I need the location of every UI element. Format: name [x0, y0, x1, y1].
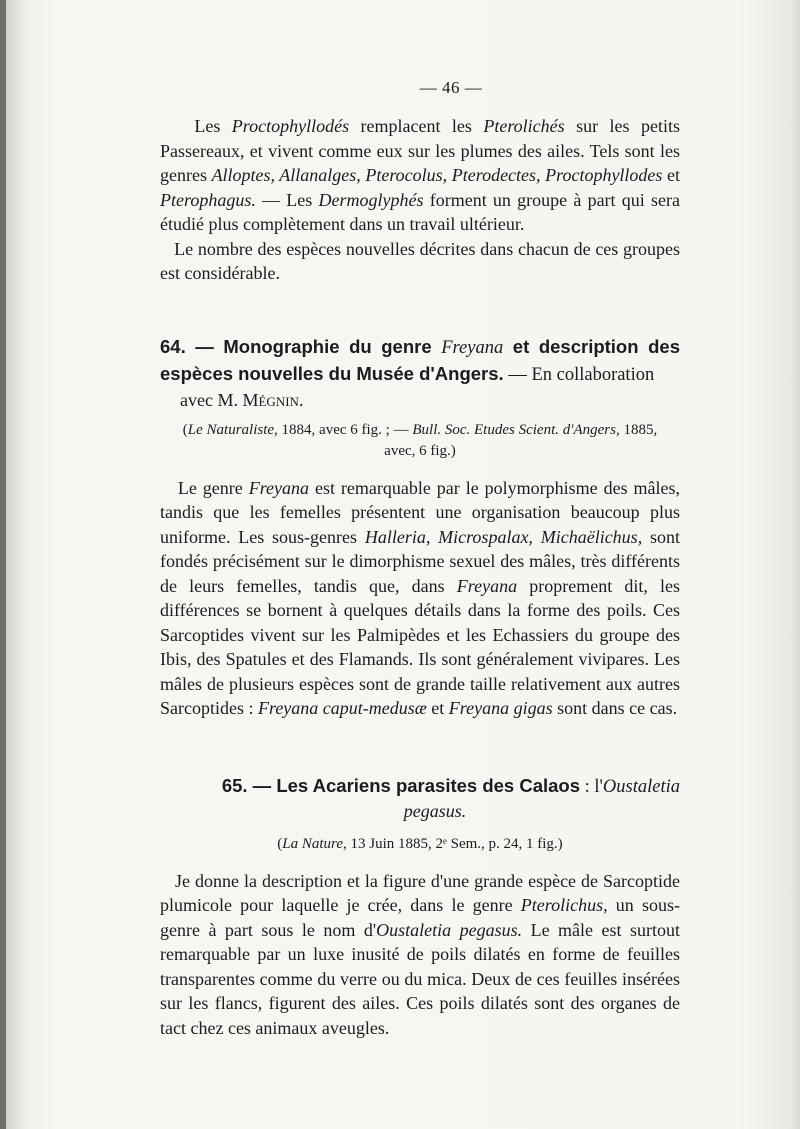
page-binding-edge: [0, 0, 6, 1129]
reference-65: [160, 834, 680, 855]
italic-term: Pterophagus.: [160, 189, 256, 210]
section-heading-65: [160, 773, 680, 800]
italic-term: Oustaletia pegasus.: [376, 919, 523, 940]
text-run: avec M.: [180, 389, 243, 410]
text-column: [160, 78, 680, 1040]
journal-name: Bull. Soc. Etudes Scient. d'Angers,: [412, 421, 620, 438]
heading-text: : l': [580, 776, 603, 797]
italic-term: Halleria, Microspalax, Michaëlichus,: [364, 526, 643, 547]
section-heading-64: [160, 334, 680, 388]
text-run: forment un groupe à part qui sera étudié plus complètement dans un travail ultérieur.: [160, 189, 680, 234]
text-run: et: [426, 698, 449, 718]
text-run: .: [298, 389, 304, 410]
italic-term: Dermoglyphés: [318, 189, 424, 210]
italic-term: Freyana gigas: [448, 698, 553, 718]
paragraph-freyana: [160, 476, 680, 721]
text-run: avec, 6 fig.): [384, 442, 456, 459]
heading-text: — Les Acariens parasites des Calaos: [247, 774, 581, 796]
heading-text: — Monographie du genre: [185, 335, 442, 357]
text-run: Je donne la description et la figure d'une grande espèce de Sarcoptide plumicole pour laquelle je crée, dans le genre: [160, 870, 681, 915]
heading-genus: Oustaletia: [602, 776, 680, 797]
journal-name: Le Naturaliste,: [187, 421, 278, 438]
italic-term: Pterolichus,: [520, 895, 608, 915]
text-run: Le mâle est surtout remarquable par un luxe inusité de poils dilatés en forme de feuilles transparentes comme du verre ou du mica. Deux de ces feuilles insérées sur les flancs, figurent des ailes. Ces poils dilatés sont des organes de tact chez ces animaux aveugles.: [160, 919, 680, 1038]
text-run: Le genre: [177, 477, 249, 498]
text-run: 1885,: [619, 421, 658, 438]
text-run: et: [662, 165, 680, 185]
heading-species: pegasus.: [403, 800, 467, 821]
page-number: — 46 —: [419, 78, 483, 97]
text-run: 1884, avec 6 fig. ; —: [277, 421, 413, 438]
heading-genus: Freyana: [441, 337, 504, 358]
section-number: 64.: [160, 335, 186, 357]
text-run: sont fondés précisément sur le dimorphisme sexuel des mâles, très différents de leurs femelles, tandis que, dans: [160, 526, 680, 596]
text-run: 13 Juin 1885, 2ᵉ Sem., p. 24, 1 fig.): [346, 835, 563, 852]
text-run: proprement dit, les différences se bornent à quelques détails dans la forme des poils. Ces Sarcoptides vivent sur les Palmipèdes et les Echassiers du groupe des Ibis, des Spatules et des Flamands. Ils sont généralement vivipares. Les mâles de plusieurs espèces sont de grande taille relativement aux autres Sarcoptides :: [160, 575, 681, 718]
text-run: Les: [194, 116, 232, 136]
paragraph-proctophyllodes: [160, 114, 680, 237]
reference-64: [160, 420, 680, 462]
italic-term: Proctophyllodés: [231, 116, 350, 136]
italic-term: Freyana: [248, 477, 310, 498]
author-byline: [180, 388, 680, 412]
paragraph-oustaletia: [160, 869, 680, 1041]
italic-term: Pterolichés: [483, 116, 565, 136]
text-run: (: [182, 421, 188, 438]
italic-term: Freyana: [456, 575, 518, 596]
text-run: est remarquable par le polymorphisme des mâles, tandis que les femelles présentent une organisation beaucoup plus uniforme. Les sous-genres: [160, 477, 681, 547]
journal-name: La Nature,: [282, 835, 347, 852]
text-run: Le nombre des espèces nouvelles décrites dans chacun de ces groupes est considérable.: [160, 238, 680, 283]
text-run: un sous-genre à part sous le nom d': [160, 895, 680, 940]
italic-term: Alloptes, Allanalges, Pterocolus, Pterodectes, Proctophyllodes: [211, 165, 663, 185]
heading-text: et description des espèces nouvelles du Musée d'Angers.: [160, 335, 680, 384]
author-name: Mégnin: [242, 389, 299, 410]
heading-collaboration: — En collaboration: [503, 364, 655, 385]
section-number: 65.: [221, 774, 248, 796]
italic-term: Freyana caput-medusæ: [257, 698, 427, 718]
text-run: sont dans ce cas.: [552, 698, 678, 718]
text-run: (: [277, 835, 283, 852]
text-run: — Les: [255, 189, 319, 210]
text-run: remplacent les: [349, 116, 484, 136]
paragraph-species-count: [160, 237, 680, 286]
text-run: sur les petits Passereaux, et vivent comme eux sur les plumes des ailes. Tels sont les genres: [160, 116, 680, 185]
